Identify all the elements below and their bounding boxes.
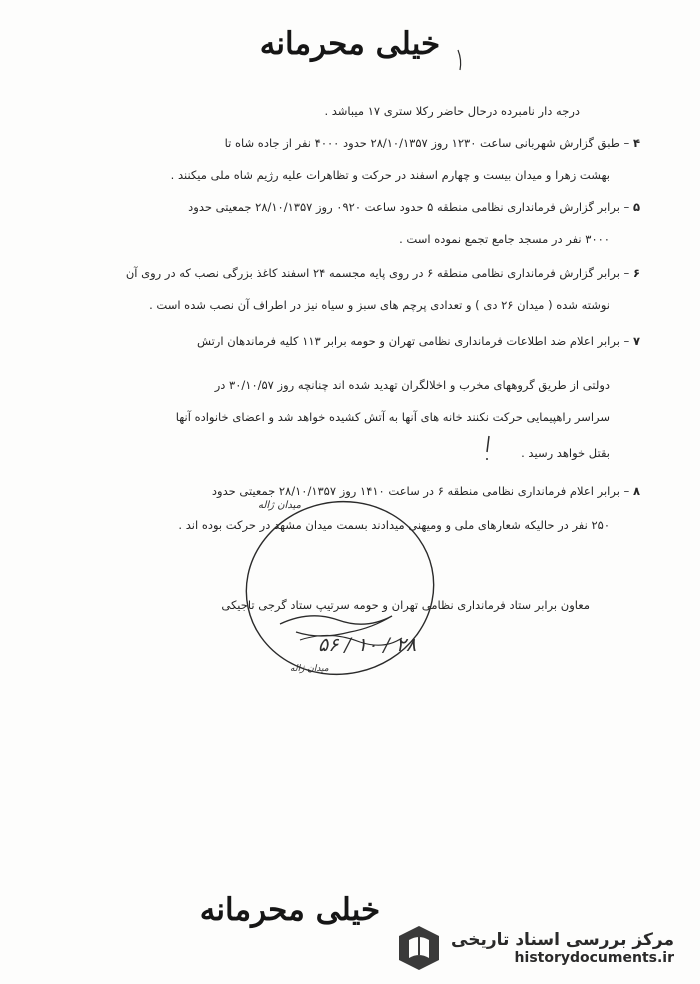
signature-line: معاون برابر ستاد فرمانداری نظامی تهران و حومه سرتیپ ستاد گرجی تاجیکی <box>221 598 590 612</box>
item-7-line-2: دولتی از طریق گروههای مخرب و اخلالگران تهدید شده اند چنانچه روز ۳۰/۱۰/۵۷ در <box>214 378 610 392</box>
handwritten-note: میدان ژاله <box>258 500 301 511</box>
item-7-line-4: بقتل خواهد رسید . <box>521 446 610 460</box>
intro-line: درجه دار نامبرده درحال حاضر رکلا ستری ۱۷ میباشد . <box>324 104 580 118</box>
archive-url: historydocuments.ir <box>514 950 674 966</box>
classification-header: خیلی محرمانه <box>259 26 441 62</box>
archive-logo-icon <box>397 924 441 972</box>
item-8-line-1: ۸ – برابر اعلام فرمانداری نظامی منطقه ۶ در ساعت ۱۴۱۰ روز ۲۸/۱۰/۱۳۵۷ جمعیتی حدود <box>211 484 640 498</box>
corner-tick-mark <box>458 50 461 70</box>
item-8-line-2: ۲۵۰ نفر در حالیکه شعارهای ملی و ومیهنی میدادند بسمت میدان مشهد در حرکت بوده اند . <box>178 518 610 532</box>
signature-scribble-2 <box>300 635 402 645</box>
hand-drawn-circle <box>230 484 450 691</box>
item-4-line-2: بهشت زهرا و میدان بیست و چهارم اسفند در حرکت و تظاهرات علیه رژیم شاه ملی میکنند . <box>170 168 610 182</box>
item-7-line-1: ۷ – برابر اعلام ضد اطلاعات فرمانداری نظامی تهران و حومه برابر ۱۱۳ کلیه فرماندهان ارتش <box>196 334 640 348</box>
item-7-line-3: سراسر راهپیمایی حرکت نکنند خانه های آنها به آتش کشیده خواهد شد و اعضای خانواده آنها <box>175 410 610 424</box>
item-4-line-1: ۴ – طبق گزارش شهربانی ساعت ۱۲۳۰ روز ۲۸/۱۰/۱۳۵۷ حدود ۴۰۰۰ نفر از جاده شاه تا <box>224 136 640 150</box>
item-5-line-2: ۳۰۰۰ نفر در مسجد جامع تجمع نموده است . <box>399 232 610 246</box>
item-5-line-1: ۵ – برابر گزارش فرمانداری نظامی منطقه ۵ حدود ساعت ۰۹۲۰ روز ۲۸/۱۰/۱۳۵۷ جمعیتی حدود <box>188 200 640 214</box>
classification-footer: خیلی محرمانه <box>199 892 381 928</box>
signature-scribble <box>280 616 392 636</box>
handwritten-note-2: میدان ژاله <box>290 664 329 674</box>
archive-watermark <box>397 924 674 972</box>
handwritten-date: ۲۸ / ۱۰ / ۵۶ <box>318 634 417 656</box>
archive-name: مرکز بررسی اسناد تاریخی <box>451 930 674 950</box>
item-6-line-1: ۶ – برابر گزارش فرمانداری نظامی منطقه ۶ در روی پایه مجسمه ۲۴ اسفند کاغذ بزرگی نصب که در روی آن <box>125 266 640 280</box>
exclamation-mark <box>487 436 489 460</box>
item-6-line-2: نوشته شده ( میدان ۲۶ دی ) و تعدادی پرچم های سبز و سیاه نیز در اطراف آن نصب شده است . <box>149 298 610 312</box>
